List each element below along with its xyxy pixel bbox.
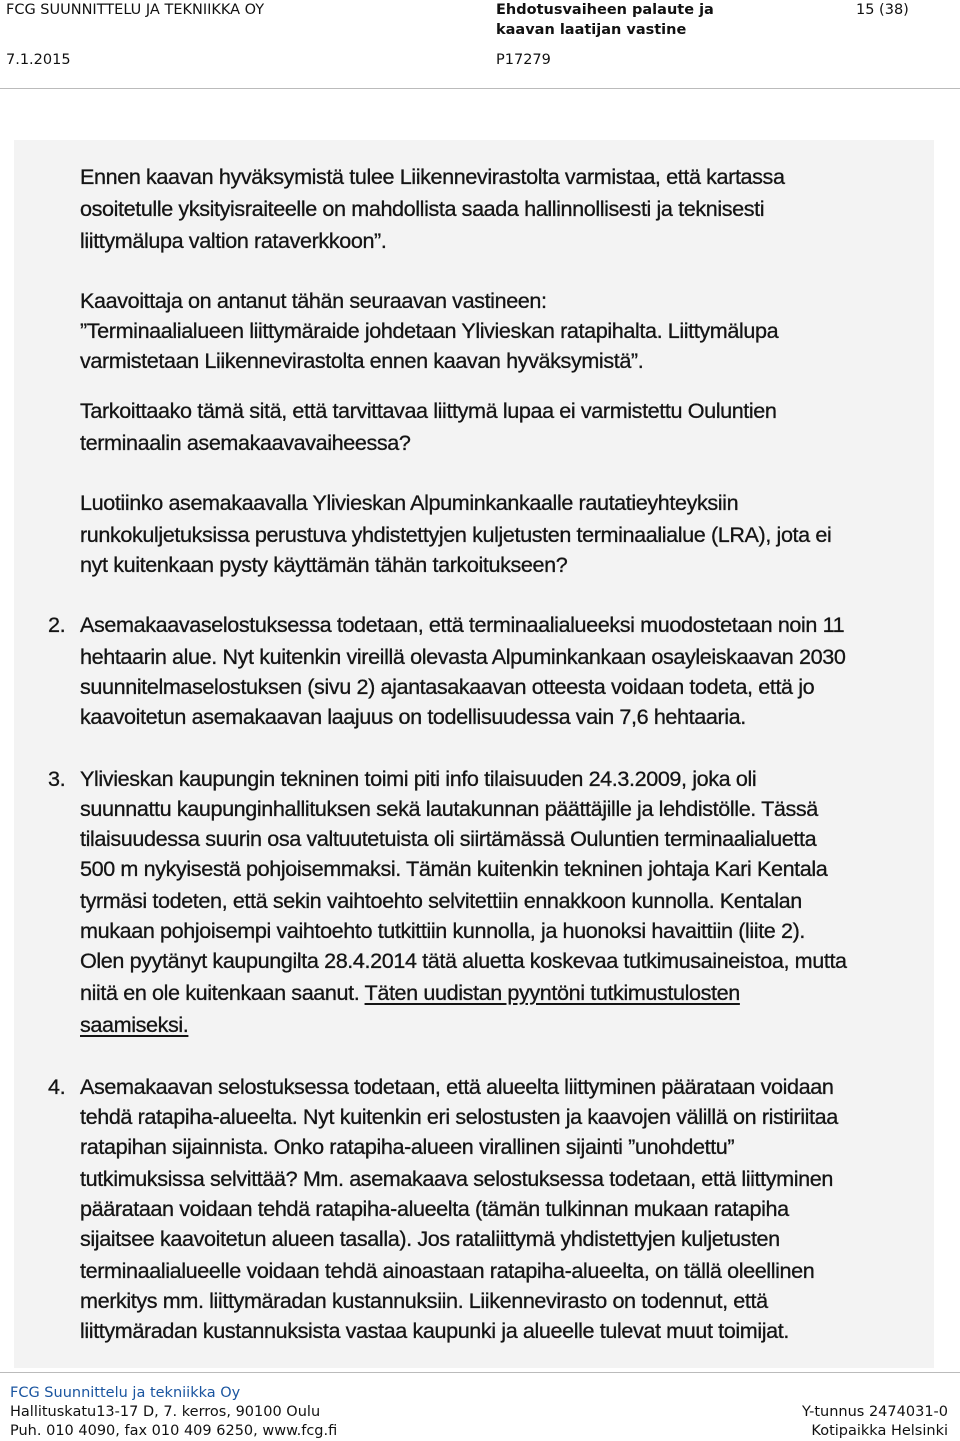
scan-line: suunnitelmaselostuksen (sivu 2) ajantasakaavan otteesta voidaan todeta, että jo: [80, 674, 815, 699]
scan-line: osoitetulle yksityisraiteelle on mahdollista saada hallinnollisesti ja teknisesti: [80, 196, 765, 221]
project-number: P17279: [496, 52, 551, 68]
document-title-line2: kaavan laatijan vastine: [496, 22, 687, 38]
scan-line-text: niitä en ole kuitenkaan saanut.: [80, 980, 360, 1005]
scan-line: Ennen kaavan hyväksymistä tulee Liikennevirastolta varmistaa, että kartassa: [80, 164, 785, 189]
scan-line: sijaitsee kaavoitetun alueen tasalla). Jos rataliittymä yhdistettyjen kuljetusten: [80, 1226, 780, 1251]
scan-line: liittymälupa valtion rataverkkoon”.: [80, 228, 387, 253]
document-date: 7.1.2015: [6, 52, 71, 68]
scan-line: varmistetaan Liikennevirastolta ennen kaavan hyväksymistä”.: [80, 348, 644, 373]
item-number-3: 3.: [48, 766, 66, 791]
document-title-line1: Ehdotusvaiheen palaute ja: [496, 2, 714, 18]
scan-line: suunnattu kaupunginhallituksen sekä lautakunnan päättäjille ja lehdistölle. Tässä: [80, 796, 818, 821]
scan-line: ratapihan sijainnista. Onko ratapiha-alueen virallinen sijainti ”unohdettu”: [80, 1134, 735, 1159]
scan-line: tehdä ratapiha-alueelta. Nyt kuitenkin eri selostusten ja kaavojen välillä on ristiriitaa: [80, 1104, 838, 1129]
footer-company: FCG Suunnittelu ja tekniikka Oy: [10, 1385, 241, 1401]
scan-line: Olen pyytänyt kaupungilta 28.4.2014 tätä aluetta koskevaa tutkimusaineistoa, mutta: [80, 948, 847, 973]
underlined-request-end: saamiseksi.: [80, 1012, 189, 1037]
scan-line: tutkimuksissa selvittää? Mm. asemakaava selostuksessa todetaan, että liittyminen: [80, 1166, 833, 1191]
footer-domicile: Kotipaikka Helsinki: [811, 1423, 948, 1439]
page-number: 15 (38): [856, 2, 909, 18]
footer-phone: Puh. 010 4090, fax 010 409 6250, www.fcg.fi: [10, 1423, 338, 1439]
scan-line: ”Terminaalialueen liittymäraide johdetaan Ylivieskan ratapihalta. Liittymälupa: [80, 318, 779, 343]
scan-line: Ylivieskan kaupungin tekninen toimi piti info tilaisuuden 24.3.2009, joka oli: [80, 766, 757, 791]
scan-line: päärataan voidaan tehdä ratapiha-alueelta (tämän tulkinnan mukaan ratapiha: [80, 1196, 789, 1221]
scan-line: Kaavoittaja on antanut tähän seuraavan vastineen:: [80, 288, 547, 313]
scanned-letter: [14, 140, 934, 1368]
scan-line: Asemakaavan selostuksessa todetaan, että alueelta liittyminen päärataan voidaan: [80, 1074, 834, 1099]
scan-line: Asemakaavaselostuksessa todetaan, että terminaalialueeksi muodostetaan noin 11: [80, 612, 845, 637]
header-company: FCG SUUNNITTELU JA TEKNIIKKA OY: [6, 2, 265, 18]
header-divider: [0, 88, 960, 89]
scan-line: mukaan pohjoisempi vaihtoehto tutkittiin kunnolla, ja huonoksi havaittiin (liite 2).: [80, 918, 806, 943]
footer-registration: [802, 1403, 948, 1441]
item-number-2: 2.: [48, 612, 66, 637]
scan-line: 500 m nykyisestä pohjoisemmaksi. Tämän kuitenkin tekninen johtaja Kari Kentala: [80, 856, 828, 881]
footer-business-id: Y-tunnus 2474031-0: [801, 1404, 948, 1420]
scan-line: runkokuljetuksissa perustuva yhdistettyjen kuljetusten terminaalialue (LRA), jota ei: [80, 522, 832, 547]
scan-line: tyrmäsi todeten, että sekin vaihtoehto selvitettiin ennakkoon kunnolla. Kentalan: [80, 888, 802, 913]
scan-line: liittymäradan kustannuksista vastaa kaupunki ja alueelle tulevat muut toimijat.: [80, 1318, 789, 1343]
document-title: [496, 0, 756, 40]
scan-line: kaavoitetun asemakaavan laajuus on todellisuudessa vain 7,6 hehtaaria.: [80, 704, 746, 729]
footer-address: Hallituskatu13-17 D, 7. kerros, 90100 Oulu: [10, 1404, 321, 1420]
scan-line: nyt kuitenkaan pysty käyttämän tähän tarkoitukseen?: [80, 552, 568, 577]
item-number-4: 4.: [48, 1074, 66, 1099]
scan-line: merkitys mm. liittymäradan kustannuksiin. Liikennevirasto on todennut, että: [80, 1288, 768, 1313]
scan-line: tilaisuudessa suurin osa valtuutetuista oli siirtämässä Ouluntien terminaalialuetta: [80, 826, 817, 851]
footer-divider: [0, 1372, 960, 1373]
underlined-request: Täten uudistan pyyntöni tutkimustulosten: [364, 980, 740, 1005]
scan-line: Luotiinko asemakaavalla Ylivieskan Alpuminkankaalle rautatieyhteyksiin: [80, 490, 739, 515]
scan-line: hehtaarin alue. Nyt kuitenkin vireillä olevasta Alpuminkankaan osayleiskaavan 2030: [80, 644, 846, 669]
scan-line: Tarkoittaako tämä sitä, että tarvittavaa liittymä lupaa ei varmistettu Ouluntien: [80, 398, 777, 423]
scan-line: terminaalialueelle voidaan tehdä ainoastaan ratapiha-alueelta, on tällä oleellinen: [80, 1258, 815, 1283]
footer-contact: [10, 1384, 337, 1441]
scan-line: terminaalin asemakaavavaiheessa?: [80, 430, 411, 455]
scan-line: [80, 980, 740, 1006]
